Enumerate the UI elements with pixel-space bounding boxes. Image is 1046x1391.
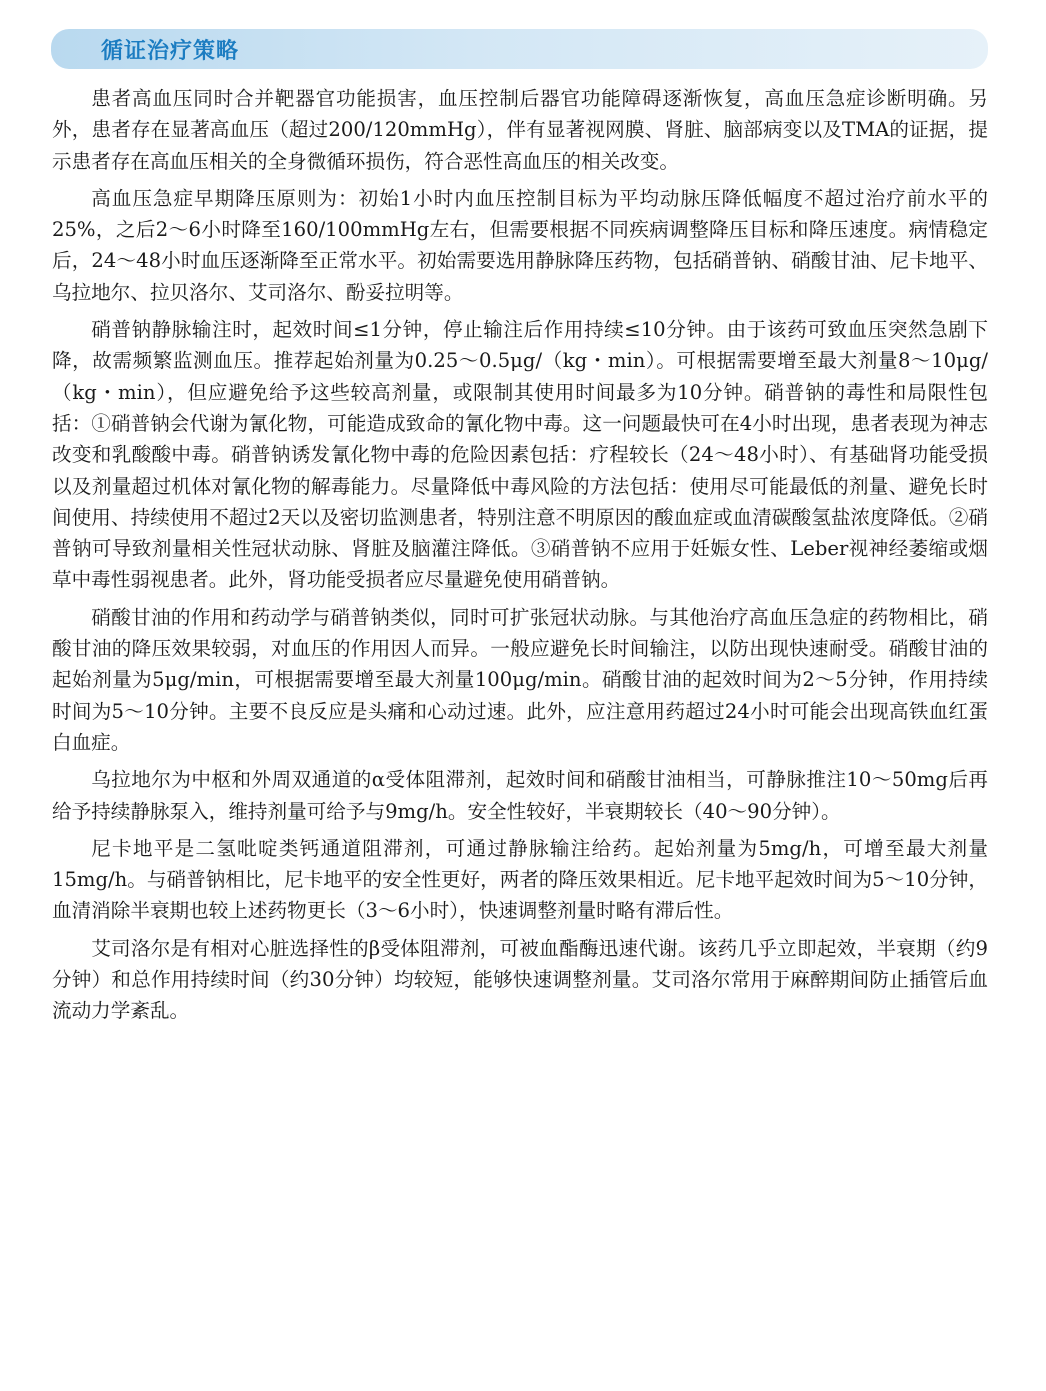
paragraph-bp-lowering-principle: 高血压急症早期降压原则为：初始1小时内血压控制目标为平均动脉压降低幅度不超过治疗前水平的25%，之后2～6小时降至160/100mmHg左右，但需要根据不同疾病调整降压目标和降压速度。病情稳定后，24～48小时血压逐渐降至正常水平。初始需要选用静脉降压药物，包括硝普钠、硝酸甘油、尼卡地平、乌拉地尔、拉贝洛尔、艾司洛尔、酚妥拉明等。 (52, 186, 988, 304)
paragraph-diagnosis: 患者高血压同时合并靶器官功能损害，血压控制后器官功能障碍逐渐恢复，高血压急症诊断明确。另外，患者存在显著高血压（超过200/120mmHg），伴有显著视网膜、肾脏、脑部病变以及TMA的证据，提示患者存在高血压相关的全身微循环损伤，符合恶性高血压的相关改变。 (52, 87, 988, 173)
section-header (51, 29, 988, 69)
section-title: 循证治疗策略 (101, 38, 240, 64)
body-text (52, 83, 988, 1033)
paragraph-urapidil: 乌拉地尔为中枢和外周双通道的α受体阻滞剂，起效时间和硝酸甘油相当，可静脉推注10～50mg后再给予持续静脉泵入，维持剂量可给予与9mg/h。安全性较好，半衰期较长（40～90分钟）。 (52, 768, 988, 823)
paragraph-nitroglycerin: 硝酸甘油的作用和药动学与硝普钠类似，同时可扩张冠状动脉。与其他治疗高血压急症的药物相比，硝酸甘油的降压效果较弱，对血压的作用因人而异。一般应避免长时间输注，以防出现快速耐受。硝酸甘油的起始剂量为5μg/min，可根据需要增至最大剂量100μg/min。硝酸甘油的起效时间为2～5分钟，作用持续时间为5～10分钟。主要不良反应是头痛和心动过速。此外，应注意用药超过24小时可能会出现高铁血红蛋白血症。 (52, 605, 988, 754)
paragraph-nitroprusside: 硝普钠静脉输注时，起效时间≤1分钟，停止输注后作用持续≤10分钟。由于该药可致血压突然急剧下降，故需频繁监测血压。推荐起始剂量为0.25～0.5μg/（kg・min）。可根据需要增至最大剂量8～10μg/（kg・min），但应避免给予这些较高剂量，或限制其使用时间最多为10分钟。硝普钠的毒性和局限性包括：①硝普钠会代谢为氰化物，可能造成致命的氰化物中毒。这一问题最快可在4小时出现，患者表现为神志改变和乳酸酸中毒。硝普钠诱发氰化物中毒的危险因素包括：疗程较长（24～48小时）、有基础肾功能受损以及剂量超过机体对氰化物的解毒能力。尽量降低中毒风险的方法包括：使用尽可能最低的剂量、避免长时间使用、持续使用不超过2天以及密切监测患者，特别注意不明原因的酸血症或血清碳酸氢盐浓度降低。②硝普钠可导致剂量相关性冠状动脉、肾脏及脑灌注降低。③硝普钠不应用于妊娠女性、Leber视神经萎缩或烟草中毒性弱视患者。此外，肾功能受损者应尽量避免使用硝普钠。 (52, 318, 988, 592)
paragraph-nicardipine: 尼卡地平是二氢吡啶类钙通道阻滞剂，可通过静脉输注给药。起始剂量为5mg/h，可增至最大剂量15mg/h。与硝普钠相比，尼卡地平的安全性更好，两者的降压效果相近。尼卡地平起效时间为5～10分钟，血清消除半衰期也较上述药物更长（3～6小时），快速调整剂量时略有滞后性。 (52, 836, 988, 923)
paragraph-esmolol: 艾司洛尔是有相对心脏选择性的β受体阻滞剂，可被血酯酶迅速代谢。该药几乎立即起效，半衰期（约9分钟）和总作用持续时间（约30分钟）均较短，能够快速调整剂量。艾司洛尔常用于麻醉期间防止插管后血流动力学紊乱。 (52, 936, 988, 1023)
